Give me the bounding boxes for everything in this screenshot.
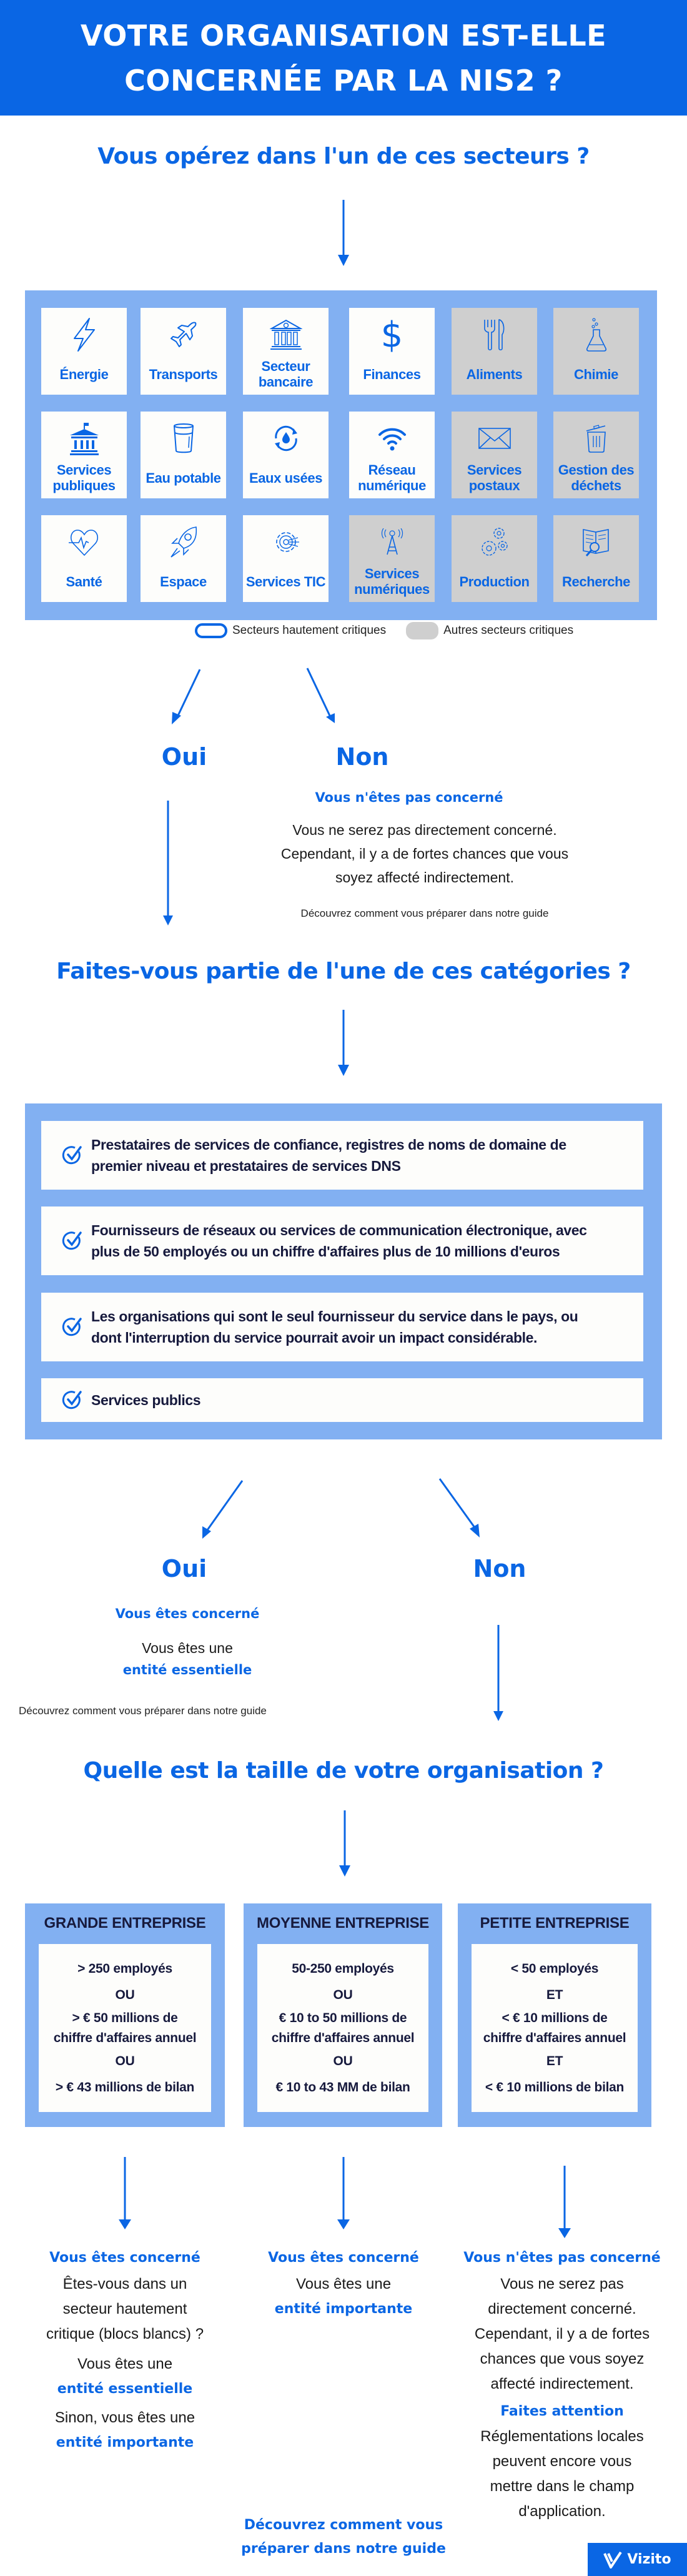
question-sectors-title: Vous opérez dans l'un de ces secteurs ? [97,144,590,169]
question-categories-title: Faites-vous partie de l'une de ces catégories ? [56,959,631,984]
q2-yes-entity: entité essentielle [122,1662,252,1677]
sector-tile-services-publiques[interactable]: Services publiques [41,412,127,498]
sector-tile-espace[interactable]: Espace [141,515,226,602]
vizito-logo-icon [603,2551,622,2569]
flask-icon [585,317,608,352]
q2-no-label: Non [473,1555,526,1582]
legend-label-other: Autres secteurs critiques [443,624,574,637]
category-item[interactable]: Les organisations qui sont le seul fournisseur du service dans le pays, ou dont l'interruption du service pourrait avoir un impact considérable. [41,1293,643,1361]
size-box-petite[interactable]: PETITE ENTREPRISE < 50 employés ET < € 10 millions de chiffre d'affaires annuel ET < € 10 millions de bilan [458,1903,651,2127]
arrow-down-icon [334,199,353,267]
arrow-down-icon [557,2164,572,2239]
sector-tile-gestion-dechets[interactable]: Gestion des déchets [553,412,639,498]
sector-tile-services-numeriques[interactable]: Services numériques [349,515,435,602]
book-magnifier-icon [581,526,612,558]
category-item[interactable]: Prestataires de services de confiance, registres de noms de domaine de premier niveau et prestataires de services DNS [41,1121,643,1190]
q3-guide-link[interactable]: Découvrez comment vous préparer dans notre guide [241,2517,446,2557]
sectors-panel [25,290,657,620]
legend [195,622,573,639]
sector-tile-production[interactable]: Production [452,515,537,602]
size-box-grande[interactable]: GRANDE ENTREPRISE > 250 employés OU > € 50 millions de chiffre d'affaires annuel OU > € 43 millions de bilan [25,1903,225,2127]
arrow-down-icon [491,1624,506,1724]
q2-yes-result-text: Vous êtes une [142,1640,233,1656]
arrow-yes-icon [169,667,206,726]
legend-swatch-high [195,623,227,638]
sector-tile-eaux-usees[interactable]: Eaux usées [243,412,329,498]
rocket-icon [169,526,199,558]
gear-circuit-icon [272,528,300,556]
check-circle-icon [60,1390,85,1410]
page-title: VOTRE ORGANISATION EST-ELLE CONCERNÉE PAR LA NIS2 ? [80,18,607,97]
sector-tile-finances[interactable]: $ Finances [349,308,435,395]
antenna-tower-icon [381,528,403,556]
sector-tile-chimie[interactable]: Chimie [553,308,639,395]
q1-no-label: Non [335,743,389,771]
envelope-icon [478,427,512,450]
water-recycle-icon [271,423,301,453]
arrow-down-icon [336,2156,351,2231]
water-glass-icon [172,423,195,454]
size-box-moyenne[interactable]: MOYENNE ENTREPRISE 50-250 employés OU € 10 to 50 millions de chiffre d'affaires annuel OU € 10 to 43 MM de bilan [244,1903,442,2127]
arrow-yes-icon [200,1479,245,1541]
q2-yes-result-title: Vous êtes concerné [115,1606,260,1621]
check-circle-icon [60,1317,85,1337]
gears-icon [479,526,510,558]
brand-badge[interactable]: Vizito [588,2543,687,2576]
sector-tile-sante[interactable]: Santé [41,515,127,602]
government-building-icon [69,422,100,455]
sector-tile-secteur-bancaire[interactable]: Secteur bancaire [243,308,329,395]
arrow-no-icon [437,1478,482,1540]
lightning-icon [72,317,97,352]
fork-knife-icon [482,318,507,351]
category-item[interactable]: Fournisseurs de réseaux ou services de communication électronique, avec plus de 50 employés ou un chiffre d'affaires plus de 10 millions d'euros [41,1207,643,1275]
result-small: Vous n'êtes pas concerné Vous ne serez pas directement concerné. Cependant, il y a de fortes chances que vous soyez affecté indirectement. Faites attention Réglementations locales peuvent encore vous mettre dans le champ d'application. [463,2250,661,2520]
arrow-down-icon [161,799,175,927]
sector-tile-services-postaux[interactable]: Services postaux [452,412,537,498]
q2-yes-label: Oui [161,1555,207,1582]
sector-tile-reseau-numerique[interactable]: Réseau numérique [349,412,435,498]
bank-icon [270,318,302,351]
arrow-down-icon [334,1009,353,1077]
heart-pulse-icon [69,528,100,556]
sector-tile-energie[interactable]: Énergie [41,308,127,395]
page-header [0,0,687,116]
arrow-down-icon [335,1809,354,1878]
legend-swatch-other [406,622,438,639]
airplane-icon [168,319,199,350]
result-medium: Vous êtes concerné Vous êtes une entité importante [268,2250,419,2317]
wifi-icon [377,426,407,451]
sector-tile-services-tic[interactable]: Services TIC [243,515,329,602]
question-size-title: Quelle est la taille de votre organisation ? [83,1758,604,1784]
arrow-down-icon [117,2156,132,2231]
sector-tile-recherche[interactable]: Recherche [553,515,639,602]
trash-bin-icon [585,423,608,453]
sector-tile-eau-potable[interactable]: Eau potable [141,412,226,498]
arrow-no-icon [305,667,342,726]
check-circle-icon [60,1145,85,1165]
category-item[interactable]: Services publics [41,1378,643,1422]
q2-guide-link[interactable]: Découvrez comment vous préparer dans notre guide [19,1705,267,1717]
q1-no-result-title: Vous n'êtes pas concerné [315,790,503,805]
sector-tile-aliments[interactable]: Aliments [452,308,537,395]
q1-no-result-text: Vous ne serez pas directement concerné. Cependant, il y a de fortes chances que vous soyez affecté indirectement. [280,822,569,886]
result-large: Vous êtes concerné Êtes-vous dans un secteur hautement critique (blocs blancs) ? Vous êtes une entité essentielle Sinon, vous êtes une entité importante [46,2250,204,2450]
check-circle-icon [60,1231,85,1251]
legend-label-high: Secteurs hautement critiques [232,624,387,637]
q1-yes-label: Oui [161,743,207,771]
dollar-icon: $ [380,314,403,355]
q1-guide-link[interactable]: Découvrez comment vous préparer dans notre guide [300,907,549,919]
sector-tile-transports[interactable]: Transports [141,308,226,395]
